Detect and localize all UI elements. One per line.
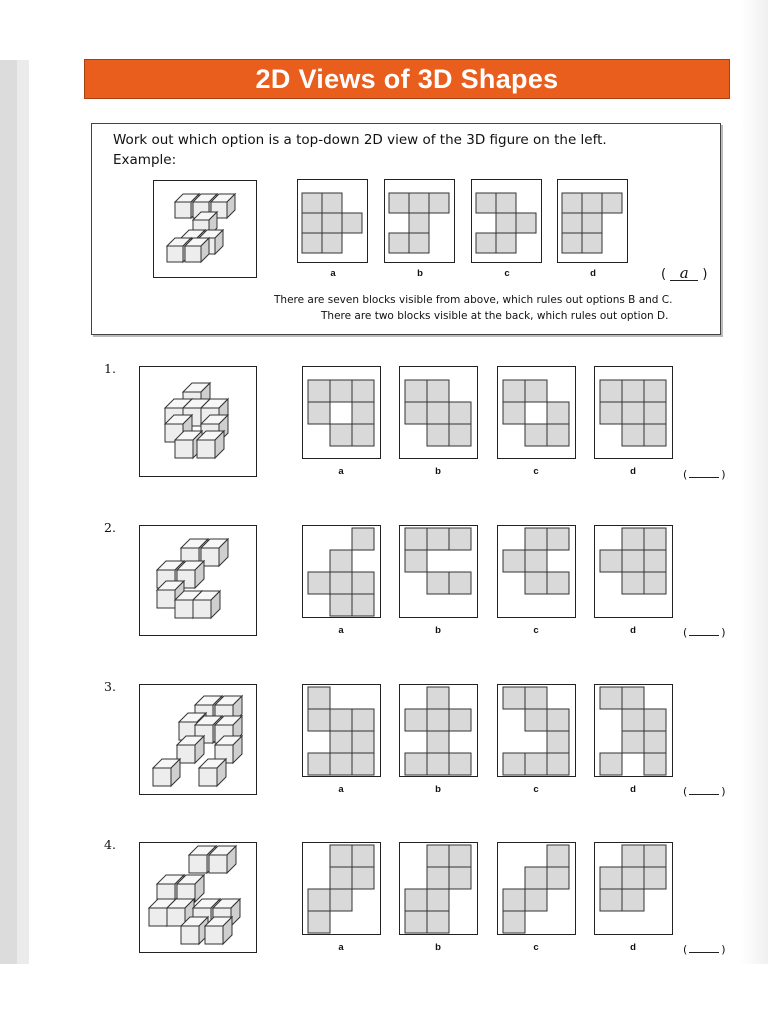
question-3-option-c-grid-cell xyxy=(503,687,525,709)
question-3-figure-cube-front xyxy=(153,768,171,786)
question-4-option-d-grid-cell xyxy=(600,889,622,911)
question-4-option-d-label: d xyxy=(630,942,636,953)
question-1-option-d-grid-cell xyxy=(644,402,666,424)
question-3-option-b-label: b xyxy=(435,784,441,795)
question-2-option-d-grid-cell xyxy=(600,550,622,572)
example-instruction: Work out which option is a top-down 2D view of the 3D figure on the left. xyxy=(113,132,607,148)
question-1-option-a-label: a xyxy=(338,466,344,477)
question-1-option-a-grid-cell xyxy=(308,402,330,424)
question-4-figure-cube-front xyxy=(181,926,199,944)
question-1-option-c-grid-cell xyxy=(547,402,569,424)
page-title: 2D Views of 3D Shapes xyxy=(255,63,559,94)
example-option-b-label: b xyxy=(417,268,423,279)
example-option-a-grid-cell xyxy=(322,213,342,233)
question-3-option-a-grid-cell xyxy=(330,753,352,775)
question-4-option-c-grid-cell xyxy=(547,867,569,889)
question-4-option-a-grid-cell xyxy=(308,889,330,911)
question-4-option-d-grid-cell xyxy=(622,845,644,867)
question-1-option-c-grid-cell xyxy=(525,424,547,446)
question-4-option-c-grid-cell xyxy=(525,889,547,911)
question-3-option-a-grid-cell xyxy=(352,709,374,731)
question-2-option-b-grid-cell xyxy=(405,550,427,572)
question-1-option-d-grid-cell xyxy=(622,424,644,446)
example-option-a-label: a xyxy=(330,268,336,279)
question-4-option-c-label: c xyxy=(533,942,539,953)
question-4-option-b-grid-cell xyxy=(427,889,449,911)
example-option-b-grid-cell xyxy=(409,193,429,213)
question-1-option-b-label: b xyxy=(435,466,441,477)
question-4-figure-cube-front xyxy=(189,855,207,873)
example-option-d-grid-cell xyxy=(562,233,582,253)
question-3-option-b-grid-cell xyxy=(427,687,449,709)
question-1-option-c-grid-cell xyxy=(525,380,547,402)
question-1-option-a-grid-cell xyxy=(352,424,374,446)
question-1-option-d-grid-cell xyxy=(600,402,622,424)
question-2-option-d-grid-cell xyxy=(622,550,644,572)
question-1-option-a-grid-cell xyxy=(330,424,352,446)
example-option-b-grid-cell xyxy=(389,233,409,253)
question-3-option-a-grid-cell xyxy=(308,687,330,709)
question-3-option-b-grid-cell xyxy=(449,753,471,775)
question-1-figure-cube-front xyxy=(197,440,215,458)
question-2-answer-blank[interactable]: ( ) xyxy=(683,626,726,639)
example-option-d-grid-cell xyxy=(582,193,602,213)
question-2-option-b-grid-cell xyxy=(427,572,449,594)
question-3-answer-blank[interactable]: ( ) xyxy=(683,785,726,798)
question-2-figure-cube-front xyxy=(175,600,193,618)
question-4-option-b-grid-cell xyxy=(427,867,449,889)
question-4-option-a-grid-cell xyxy=(352,845,374,867)
question-2-option-b-grid-cell xyxy=(449,572,471,594)
example-option-a-grid-cell xyxy=(322,193,342,213)
example-option-d-grid-cell xyxy=(582,233,602,253)
question-4-figure-cube-front xyxy=(149,908,167,926)
question-3-option-d-grid-cell xyxy=(644,709,666,731)
question-1-option-b-grid-cell xyxy=(405,402,427,424)
question-2-option-d-grid-cell xyxy=(622,572,644,594)
question-3-option-d-grid-cell xyxy=(622,709,644,731)
example-option-a-grid-cell xyxy=(322,233,342,253)
example-option-a-grid-cell xyxy=(302,233,322,253)
question-3-option-b-grid-cell xyxy=(427,709,449,731)
example-option-a-grid-cell xyxy=(302,213,322,233)
question-4-answer-blank[interactable]: ( ) xyxy=(683,943,726,956)
example-option-b-grid-cell xyxy=(409,213,429,233)
example-option-a-grid-cell xyxy=(342,213,362,233)
example-option-a-grid-cell xyxy=(302,193,322,213)
question-2-option-a-grid-cell xyxy=(352,594,374,616)
question-3-option-c-label: c xyxy=(533,784,539,795)
question-4-figure-cube-front xyxy=(205,926,223,944)
example-option-c-grid-cell xyxy=(496,213,516,233)
question-1-figure-cube-front xyxy=(175,440,193,458)
question-3-option-b-grid-cell xyxy=(405,753,427,775)
example-option-d-label: d xyxy=(590,268,596,279)
question-1-option-d-grid-cell xyxy=(600,380,622,402)
question-2-option-c-label: c xyxy=(533,625,539,636)
question-1-answer-blank[interactable]: ( ) xyxy=(683,468,726,481)
question-3-option-c-grid-cell xyxy=(525,753,547,775)
question-3-option-c-grid-cell xyxy=(547,731,569,753)
question-3-option-d-grid-cell xyxy=(622,731,644,753)
example-option-d-grid-cell xyxy=(562,213,582,233)
example-option-b-grid-cell xyxy=(429,193,449,213)
question-2-option-c-grid-cell xyxy=(525,572,547,594)
question-3-option-d-grid-cell xyxy=(644,731,666,753)
question-4-figure-cube-front xyxy=(167,908,185,926)
example-figure-cube-front xyxy=(175,202,191,218)
example-answer: ( a ) xyxy=(661,264,708,282)
question-1-option-a-grid-cell xyxy=(330,380,352,402)
question-2-option-a-grid-cell xyxy=(330,572,352,594)
example-option-b-grid-cell xyxy=(409,233,429,253)
question-4-option-d-grid-cell xyxy=(622,867,644,889)
question-2-option-b-grid-cell xyxy=(427,528,449,550)
question-4-option-a-grid-cell xyxy=(330,845,352,867)
question-2-option-a-label: a xyxy=(338,625,344,636)
question-2-option-b-grid-cell xyxy=(405,528,427,550)
question-4-option-c-grid-cell xyxy=(525,867,547,889)
example-option-b-grid-cell xyxy=(389,193,409,213)
question-4-option-b-grid-cell xyxy=(427,911,449,933)
question-2-number: 2. xyxy=(104,520,116,535)
question-1-option-c-label: c xyxy=(533,466,539,477)
question-3-figure-cube-front xyxy=(199,768,217,786)
question-3-option-b-grid-cell xyxy=(449,709,471,731)
question-1-option-c-grid-cell xyxy=(547,424,569,446)
question-3-option-b-grid-cell xyxy=(427,731,449,753)
question-3-option-b-grid-cell xyxy=(427,753,449,775)
question-4-option-d-grid-cell xyxy=(644,867,666,889)
question-2-option-d-label: d xyxy=(630,625,636,636)
example-figure-cube-front xyxy=(167,246,183,262)
question-1-option-d-grid-cell xyxy=(622,380,644,402)
question-3-option-a-grid-cell xyxy=(352,731,374,753)
question-1-option-d-grid-cell xyxy=(622,402,644,424)
question-1-option-b-grid-cell xyxy=(405,380,427,402)
question-1-option-d-grid-cell xyxy=(644,380,666,402)
question-4-option-a-grid-cell xyxy=(330,889,352,911)
question-2-option-b-label: b xyxy=(435,625,441,636)
question-4-option-a-grid-cell xyxy=(352,867,374,889)
question-1-option-d-grid-cell xyxy=(644,424,666,446)
question-4-option-c-grid-cell xyxy=(503,911,525,933)
question-2-option-d-grid-cell xyxy=(644,572,666,594)
question-3-number: 3. xyxy=(104,679,116,694)
question-1-option-a-grid-cell xyxy=(352,380,374,402)
question-4-number: 4. xyxy=(104,837,116,852)
question-4-option-b-grid-cell xyxy=(405,889,427,911)
question-1-option-d-label: d xyxy=(630,466,636,477)
question-3-option-d-grid-cell xyxy=(600,687,622,709)
question-2-figure-cube-front xyxy=(157,590,175,608)
question-1-option-b-grid-cell xyxy=(427,424,449,446)
question-4-option-c-grid-cell xyxy=(503,889,525,911)
question-1-option-a-grid-cell xyxy=(308,380,330,402)
question-4-option-b-grid-cell xyxy=(427,845,449,867)
example-option-d-grid-cell xyxy=(602,193,622,213)
example-answer-value: a xyxy=(670,266,698,281)
question-2-option-a-grid-cell xyxy=(352,528,374,550)
question-4-option-d-grid-cell xyxy=(600,867,622,889)
question-4-option-d-grid-cell xyxy=(622,889,644,911)
example-option-d-grid-cell xyxy=(562,193,582,213)
question-1-option-b-grid-cell xyxy=(449,402,471,424)
question-2-option-a-grid-cell xyxy=(330,594,352,616)
example-option-d-grid-cell xyxy=(582,213,602,233)
question-3-option-d-grid-cell xyxy=(644,753,666,775)
example-option-c-label: c xyxy=(504,268,510,279)
example-label: Example: xyxy=(113,152,177,168)
question-2-option-c-grid-cell xyxy=(525,528,547,550)
page-bottom-margin xyxy=(0,964,768,1024)
question-4-option-c-grid-cell xyxy=(547,845,569,867)
question-3-option-a-grid-cell xyxy=(330,709,352,731)
question-2-option-d-grid-cell xyxy=(622,528,644,550)
question-3-option-d-grid-cell xyxy=(600,753,622,775)
question-3-option-c-grid-cell xyxy=(525,709,547,731)
question-3-option-a-grid-cell xyxy=(330,731,352,753)
question-2-option-a-grid-cell xyxy=(352,572,374,594)
question-2-option-c-grid-cell xyxy=(525,550,547,572)
question-3-option-c-grid-cell xyxy=(525,687,547,709)
example-explanation-1: There are seven blocks visible from above, which rules out options B and C. xyxy=(274,294,673,306)
question-2-option-c-grid-cell xyxy=(503,550,525,572)
question-2-option-d-grid-cell xyxy=(644,528,666,550)
question-4-option-a-grid-cell xyxy=(330,867,352,889)
question-4-option-b-grid-cell xyxy=(449,867,471,889)
question-2-option-c-grid-cell xyxy=(547,572,569,594)
question-1-option-b-grid-cell xyxy=(427,402,449,424)
question-1-option-b-grid-cell xyxy=(427,380,449,402)
question-1-option-b-grid-cell xyxy=(449,424,471,446)
question-4-option-d-grid-cell xyxy=(644,845,666,867)
example-option-c-grid-cell xyxy=(476,233,496,253)
question-1-number: 1. xyxy=(104,361,116,376)
question-4-option-b-label: b xyxy=(435,942,441,953)
question-3-option-a-label: a xyxy=(338,784,344,795)
question-4-option-a-grid-cell xyxy=(308,911,330,933)
example-option-c-grid-cell xyxy=(496,193,516,213)
example-option-c-grid-cell xyxy=(516,213,536,233)
question-3-option-a-grid-cell xyxy=(308,709,330,731)
question-1-option-c-grid-cell xyxy=(503,380,525,402)
question-2-option-a-grid-cell xyxy=(330,550,352,572)
example-option-c-grid-cell xyxy=(476,193,496,213)
question-4-option-a-label: a xyxy=(338,942,344,953)
example-figure-cube-front xyxy=(185,246,201,262)
question-2-option-a-grid-cell xyxy=(308,572,330,594)
question-3-option-d-grid-cell xyxy=(622,687,644,709)
question-3-option-b-grid-cell xyxy=(405,709,427,731)
question-4-option-b-grid-cell xyxy=(449,845,471,867)
question-1-option-a-grid-cell xyxy=(352,402,374,424)
question-2-figure-cube-front xyxy=(193,600,211,618)
question-3-option-d-label: d xyxy=(630,784,636,795)
question-2-option-b-grid-cell xyxy=(449,528,471,550)
question-4-figure-cube-front xyxy=(209,855,227,873)
question-3-option-a-grid-cell xyxy=(308,753,330,775)
question-3-option-c-grid-cell xyxy=(547,709,569,731)
question-2-option-d-grid-cell xyxy=(644,550,666,572)
example-option-c-grid-cell xyxy=(496,233,516,253)
example-explanation-2: There are two blocks visible at the back, which rules out option D. xyxy=(321,310,669,322)
question-3-option-c-grid-cell xyxy=(547,753,569,775)
question-2-option-c-grid-cell xyxy=(547,528,569,550)
question-3-option-a-grid-cell xyxy=(352,753,374,775)
question-1-option-c-grid-cell xyxy=(503,402,525,424)
question-4-option-b-grid-cell xyxy=(405,911,427,933)
question-3-option-c-grid-cell xyxy=(503,753,525,775)
